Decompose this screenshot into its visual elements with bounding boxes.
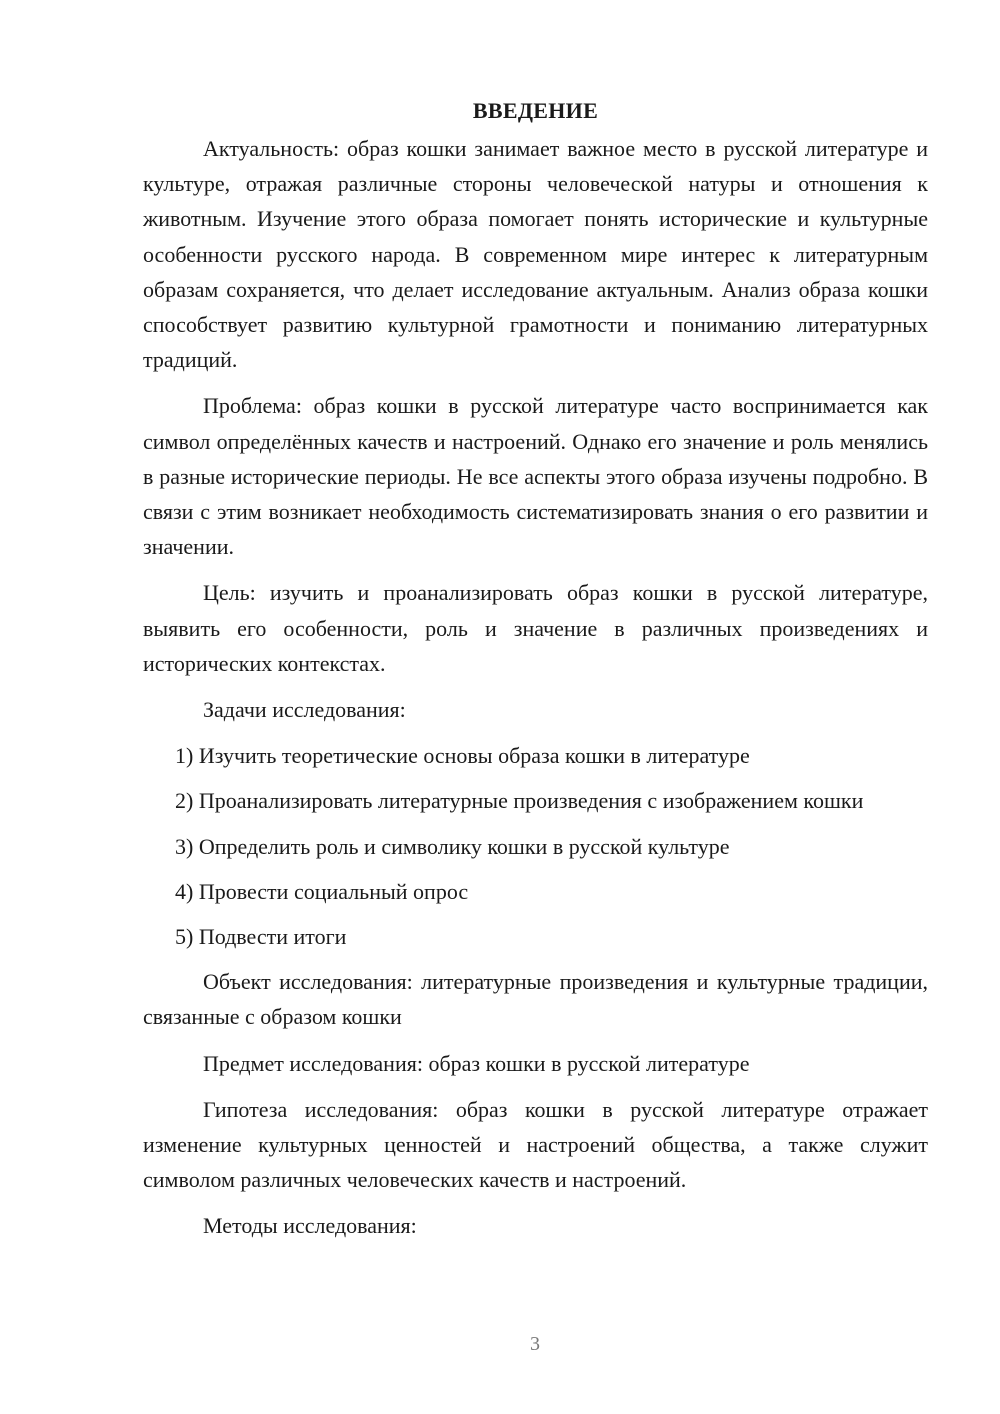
task-item: 1) Изучить теоретические основы образа кошки в литературе [175,743,750,769]
task-item: 5) Подвести итоги [175,924,347,950]
object-paragraph: Объект исследования: литературные произведения и культурные традиции, связанные с образом кошки [143,969,928,1030]
document-page [143,96,928,1255]
tasks-heading: Задачи исследования: [203,697,406,723]
problem-paragraph: Проблема: образ кошки в русской литературе часто воспринимается как символ определённых качеств и настроений. Однако его значение и роль менялись в разные исторические периоды. Не все аспекты этого образа изучены подробно. В связи с этим возникает необходимость систематизировать знания о его развитии и значении. [143,393,928,560]
goal-paragraph: Цель: изучить и проанализировать образ кошки в русской литературе, выявить его особенности, роль и значение в различных произведениях и исторических контекстах. [143,580,928,676]
task-item: 3) Определить роль и символику кошки в русской культуре [175,833,730,859]
task-item: 4) Провести социальный опрос [175,878,469,904]
hypothesis-paragraph: Гипотеза исследования: образ кошки в русской литературе отражает изменение культурных ценностей и настроений общества, а также служит символом различных человеческих качеств и настроений. [143,1096,928,1193]
relevance-paragraph: Актуальность: образ кошки занимает важное место в русской литературе и культуре, отражая различные стороны человеческой натуры и отношения к животным. Изучение этого образа помогает понять исторические и культурные особенности русского народа. В современном мире интерес к литературным образам сохраняется, что делает исследование актуальным. Анализ образа кошки способствует развитию культурной грамотности и пониманию литературных традиций. [143,136,928,373]
methods-paragraph: Методы исследования: [203,1213,417,1239]
section-heading: ВВЕДЕНИЕ [472,98,599,123]
task-item: 2) Проанализировать литературные произведения с изображением кошки [175,788,864,814]
subject-paragraph: Предмет исследования: образ кошки в русской литературе [203,1050,750,1076]
page-number: 3 [530,1333,540,1355]
